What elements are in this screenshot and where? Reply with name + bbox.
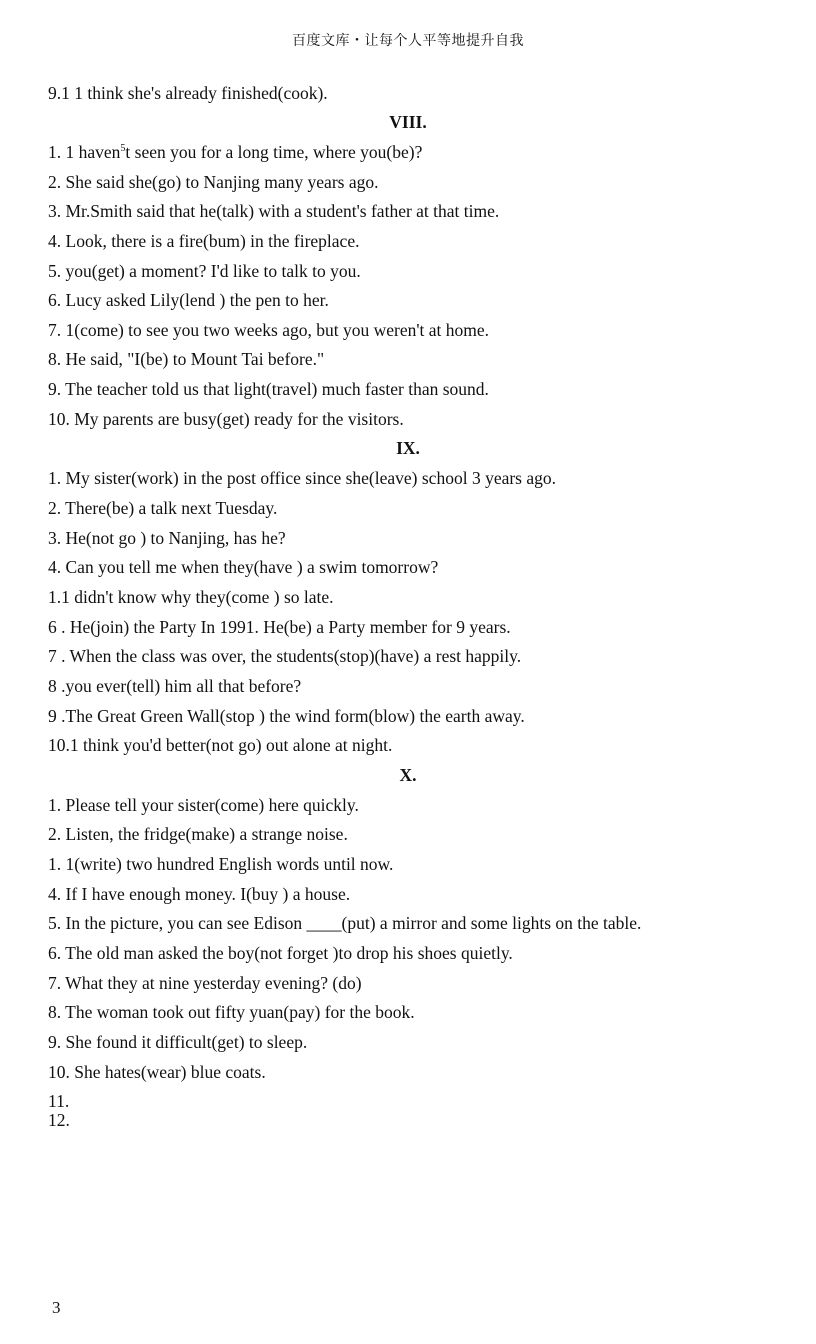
exercise-item: 1. My sister(work) in the post office since she(leave) school 3 years ago.	[48, 468, 557, 488]
exercise-item: 6. Lucy asked Lily(lend ) the pen to her.	[48, 290, 329, 310]
section-heading: X.	[399, 765, 417, 785]
exercise-item: 3. Mr.Smith said that he(talk) with a student's father at that time.	[48, 201, 500, 221]
exercise-item: 3. He(not go ) to Nanjing, has he?	[48, 528, 286, 548]
exercise-item: 7 . When the class was over, the students(stop)(have) a rest happily.	[48, 646, 522, 666]
exercise-item: 6. The old man asked the boy(not forget )to drop his shoes quietly.	[48, 943, 513, 963]
page-number: 3	[52, 1298, 61, 1317]
exercise-item: 1. 1 haven$^5$t seen you for a long time, where you(be)?	[48, 142, 423, 162]
exercise-item: 1. Please tell your sister(come) here quickly.	[48, 795, 359, 815]
exercise-item: 8. He said, "I(be) to Mount Tai before."	[48, 349, 325, 369]
exercise-item: 10. My parents are busy(get) ready for the visitors.	[48, 409, 404, 429]
exercise-item: 1. 1(write) two hundred English words until now.	[48, 854, 394, 874]
exercise-item: 2. There(be) a talk next Tuesday.	[48, 498, 278, 518]
exercise-item: 7. 1(come) to see you two weeks ago, but you weren't at home.	[48, 320, 490, 340]
exercise-item: 9. The teacher told us that light(travel) much faster than sound.	[48, 379, 489, 399]
trailing-number: 11.	[48, 1091, 70, 1111]
exercise-item: 6 . He(join) the Party In 1991. He(be) a Party member for 9 years.	[48, 617, 511, 637]
section-heading: IX.	[396, 438, 420, 458]
exercise-item: 4. Can you tell me when they(have ) a swim tomorrow?	[48, 557, 439, 577]
section-heading: VIII.	[389, 112, 427, 132]
page-header: 百度文库・让每个人平等地提升自我	[292, 33, 524, 49]
exercise-item: 9. She found it difficult(get) to sleep.	[48, 1032, 308, 1052]
exercise-item: 10. She hates(wear) blue coats.	[48, 1062, 266, 1082]
exercise-item: 2. She said she(go) to Nanjing many years ago.	[48, 172, 379, 192]
exercise-item: 4. If I have enough money. I(buy ) a house.	[48, 884, 351, 904]
exercise-item: 4. Look, there is a fire(bum) in the fireplace.	[48, 231, 360, 251]
exercise-item: 9 .The Great Green Wall(stop ) the wind form(blow) the earth away.	[48, 706, 525, 726]
exercise-item: 10.1 think you'd better(not go) out alone at night.	[48, 735, 393, 755]
trailing-number: 12.	[48, 1110, 70, 1130]
exercise-item: 8. The woman took out fifty yuan(pay) for the book.	[48, 1002, 415, 1022]
exercise-item: 1.1 didn't know why they(come ) so late.	[48, 587, 334, 607]
exercise-item: 5. In the picture, you can see Edison ____(put) a mirror and some lights on the table.	[48, 913, 642, 933]
exercise-item: 7. What they at nine yesterday evening? (do)	[48, 973, 362, 993]
exercise-item: 2. Listen, the fridge(make) a strange noise.	[48, 824, 348, 844]
exercise-item: 5. you(get) a moment? I'd like to talk to you.	[48, 261, 361, 281]
top-line: 9.1 1 think she's already finished(cook).	[48, 83, 328, 103]
exercise-item: 8 .you ever(tell) him all that before?	[48, 676, 302, 696]
